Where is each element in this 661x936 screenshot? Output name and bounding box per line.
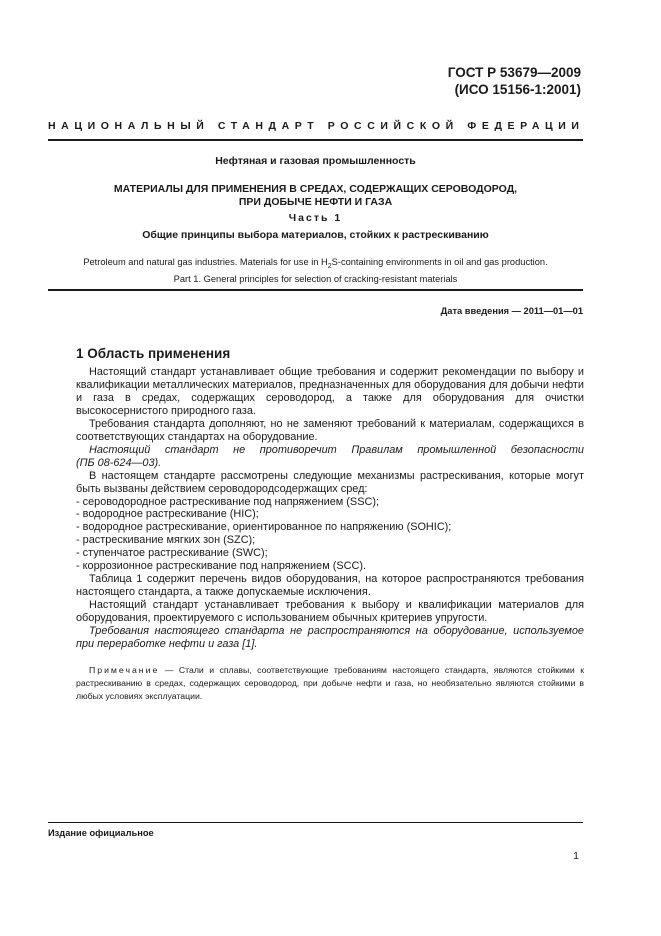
english-title	[48, 256, 583, 285]
standard-number: ГОСТ Р 53679—2009	[447, 65, 581, 80]
list-item: - водородное растрескивание, ориентированное по напряжению (SOHIC);	[76, 521, 452, 534]
title-line-2: ПРИ ДОБЫЧЕ НЕФТИ И ГАЗА	[238, 196, 393, 208]
paragraph-regulation-line-2: (ПБ 08-624—03).	[76, 456, 162, 469]
paragraph-equipment-design: Настоящий стандарт устанавливает требования к выбору и квалификации материалов для оборудования, проектируемого с использованием обычных критериев упругости.	[76, 599, 584, 625]
title-divider	[48, 289, 583, 291]
page-number: 1	[573, 850, 579, 862]
introduction-date: Дата введения — 2011—01—01	[440, 306, 583, 316]
list-item: - водородное растрескивание (HIC);	[76, 508, 259, 521]
part-label: Часть 1	[288, 212, 343, 224]
paragraph-regulation-line-1: Настоящий стандарт не противоречит Правилам промышленной безопасности	[89, 443, 584, 456]
paragraph-scope: Настоящий стандарт устанавливает общие требования и содержит рекомендации по выбору и квалификации металлических материалов, предназначенных для оборудования для добычи нефти и газа в средах, содержащих сероводород, а также для оборудования для очистки высокосернистого природного газа.	[76, 366, 584, 417]
industry-sector: Нефтяная и газовая промышленность	[215, 155, 416, 167]
paragraph-table-ref: Таблица 1 содержит перечень видов оборудования, на которое распространяются требования настоящего стандарта, а также допускаемые исключения.	[76, 573, 584, 599]
english-title-line-2: Part 1. General principles for selection of cracking-resistant materials	[173, 273, 458, 284]
english-title-part-a: Petroleum and natural gas industries. Materials for use in H	[83, 257, 328, 267]
paragraph-mechanisms: В настоящем стандарте рассмотрены следующие механизмы растрескивания, которые могут быть вызваны действием сероводородсодержащих сред:	[76, 469, 584, 495]
document-title	[48, 183, 583, 209]
section-body	[76, 366, 584, 651]
part-subtitle: Общие принципы выбора материалов, стойких к растрескиванию	[142, 229, 489, 241]
national-standard-banner: НАЦИОНАЛЬНЫЙ СТАНДАРТ РОССИЙСКОЙ ФЕДЕРАЦИИ	[48, 120, 585, 132]
note-text: — Стали и сплавы, соответствующие требованиям настоящего стандарта, являются стойкими к растрескиванию в средах, содержащих сероводород, при добыче нефти и газа, но необязательно являются стойкими в любых условиях эксплуатации.	[76, 665, 584, 701]
footer-divider	[48, 822, 583, 823]
english-title-part-b: S-containing environments in oil and gas production.	[331, 257, 548, 267]
paragraph-exclusion: Требования настоящего стандарта не распространяются на оборудование, используемое при переработке нефти и газа [1].	[76, 625, 584, 651]
iso-number: (ИСО 15156-1:2001)	[454, 82, 581, 97]
note-label: Примечание	[89, 665, 160, 675]
paragraph-supplement: Требования стандарта дополняют, но не заменяют требований к материалам, содержащихся в соответствующих стандартах на оборудование.	[76, 417, 584, 443]
english-title-line-1	[48, 256, 583, 273]
title-line-1: МАТЕРИАЛЫ ДЛЯ ПРИМЕНЕНИЯ В СРЕДАХ, СОДЕРЖАЩИХ СЕРОВОДОРОД,	[113, 183, 518, 195]
standard-identifier	[448, 64, 581, 98]
top-divider	[48, 139, 583, 141]
section-heading: 1 Область применения	[76, 346, 231, 361]
edition-label: Издание официальное	[48, 828, 154, 838]
h2s-subscript: 2	[327, 262, 332, 270]
list-item: - сероводородное растрескивание под напряжением (SSC);	[76, 495, 379, 508]
list-item: - коррозионное растрескивание под напряжением (SCC).	[76, 560, 366, 573]
list-item: - ступенчатое растрескивание (SWC);	[76, 547, 268, 560]
note	[76, 664, 584, 703]
list-item: - растрескивание мягких зон (SZC);	[76, 534, 256, 547]
